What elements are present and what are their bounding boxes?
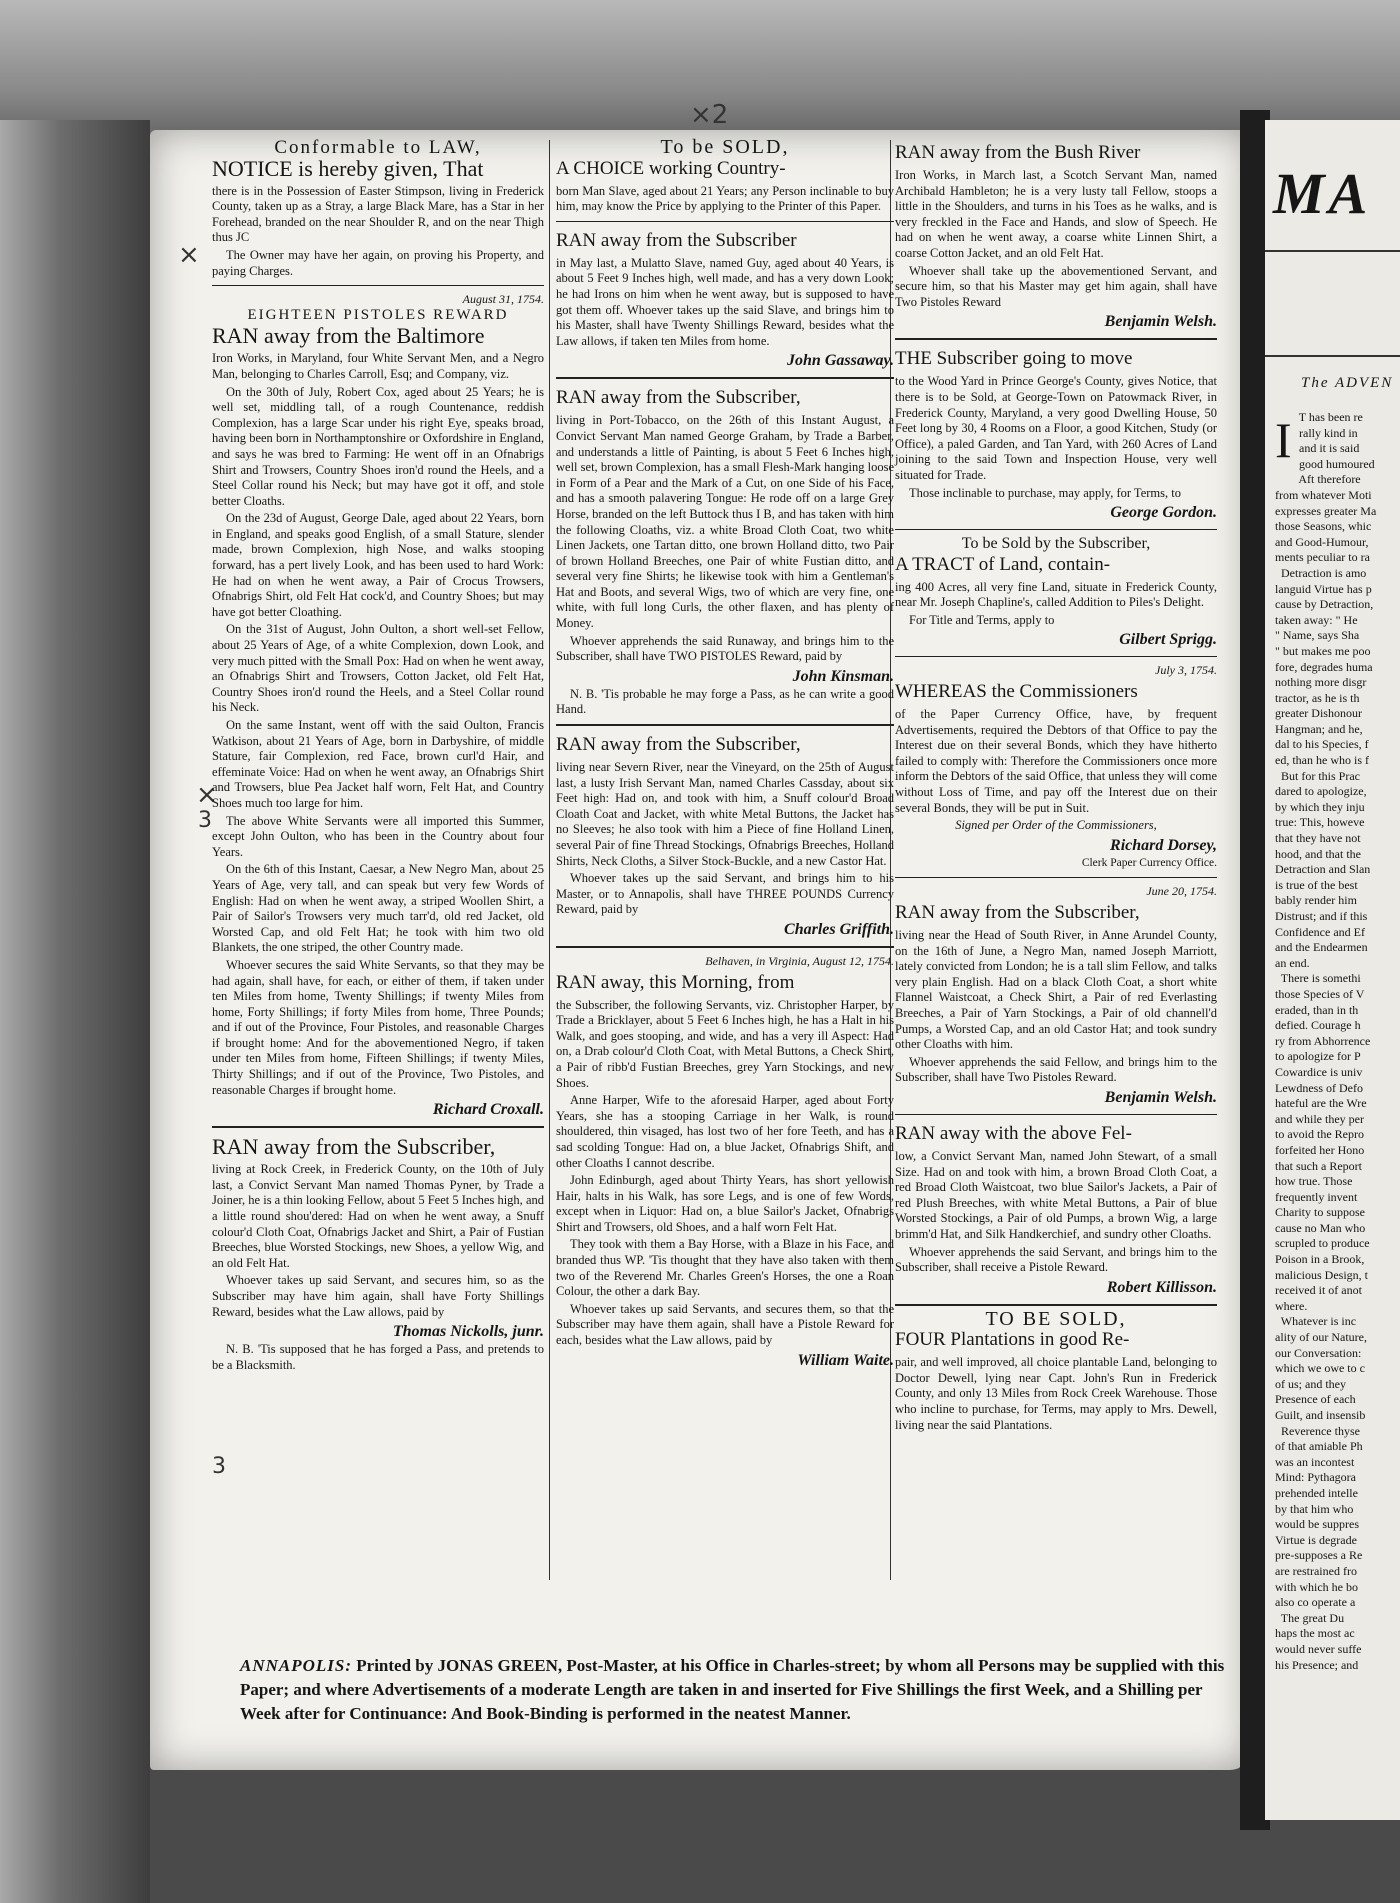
eighteen-pistoles-ad [212, 292, 544, 1120]
colophon-city: ANNAPOLIS: [240, 1656, 353, 1675]
ad-signature: Robert Killisson. [1106, 1278, 1217, 1296]
stray-mare-notice [212, 137, 544, 279]
ad-text: living in Port-Tobacco, on the 26th of this Instant August, a Convict Servant Man named George Graham, by Trade a Barber, and understands a little of Painting, is about 5 Feet 6 Inches high, well set, brown Complexion, has a small Flesh-Mark hanging loose in Form of a Pear and the Mark of a Cut, on one Side of his Face, and has a smooth palavering Tongue: He rode off on a large Grey Horse, branded on the left Buttock thus I B, and has taken with him the following Cloaths, viz. a white Broad Cloth Coat, two white Linen Jackets, one Tartan ditto, one brown Holland ditto, two Pair of brown Holland Breeches, one Pair of white Fustian ditto, and several very fine Shirts; he likewise took with him a Gentleman's Hat and Boots, and several Wigs, two of which are very fine, one white, with full long Curls, the other flaxen, and has plenty of Money. [556, 413, 894, 631]
slave-sale-ad [556, 136, 894, 215]
ad-signature: Benjamin Welsh. [1104, 1088, 1217, 1106]
ad-text: Iron Works, in March last, a Scotch Servant Man, named Archibald Hambleton; he is a very lusty tall Fellow, stoops a little in the Shoulders, and turns in his Toes as he walks, and is very freckled in the Face and Hands, and slow of Speech. He had on when he went away, a coarse white Linnen Shirt, a coarse Cotton Jacket, and an old Felt Hat. [895, 168, 1217, 260]
ad-text: living near the Head of South River, in Anne Arundel County, on the 16th of June, a Negro Man, named Joseph Marriott, lately convicted from London; he is a tall slim Fellow, and talks very plain English. Had on a black Cloth Coat, a short white Flannel Waistcoat, a Check Shirt, a Pair of red Everlasting Breeches, a Pair of Yarn Stockings, a Pair of old channell'd Pumps, a Worsted Cap, and an old Castor Hat; and took sundry other Cloaths with him. [895, 928, 1217, 1052]
ad-lead: A CHOICE working Country- [556, 157, 786, 179]
ad-lead: RAN away, this Morning, from [556, 971, 795, 993]
ad-heading: To be SOLD, [660, 136, 790, 158]
column-rule [549, 140, 550, 1580]
ad-lead: RAN away from the Subscriber [556, 229, 797, 251]
ad-divider [556, 946, 894, 948]
ad-signature: George Gordon. [1110, 504, 1217, 522]
handwritten-number: 3 [212, 1454, 226, 1479]
ad-divider [556, 724, 894, 726]
ad-text: Whoever takes up said Servant, and secures him, so as the Subscriber may have him again, shall have Forty Shillings Reward, besides what the Law allows, paid by [212, 1273, 544, 1319]
ad-text: John Edinburgh, aged about Thirty Years, has short yellowish Hair, halts in his Walk, has sore Legs, and is one of few Words, except when in Liquor: Had on, a blue Sailor's Jacket, Ofnabrigs Shirt and Trowsers, old Shoes, and a half worn Felt Hat. [556, 1173, 894, 1234]
ad-lead: A TRACT of Land, contain- [895, 553, 1111, 575]
ad-lead: RAN away from the Subscriber, [556, 387, 801, 409]
ad-text: pair, and well improved, all choice plantable Land, belonging to Doctor Dewell, lying near Capt. John's Run in Frederick County, and only 13 Miles from Rock Creek Warehouse. Those who incline to purchase, for Terms, may apply to Mrs. Dewell, living near the said Plantations. [895, 1355, 1217, 1432]
ad-text: living near Severn River, near the Vineyard, on the 25th of August last, a lusty Irish Servant Man, named Charles Cassday, about six Feet high: Had on, and took with him, a Snuff colour'd Broad Cloath Coat and Jacket, with white Metal Buttons, the Jacket has no Sleeves; he also took with him a Piece of fine Holland Linen, several Pair of fine Thread Stockings, Ofnabrigs Breeches, Holland Shirts, Neck Cloths, a Silver Stock-Buckle, and a new Castor Hat. [556, 760, 894, 868]
ad-signature: Gilbert Sprigg. [1119, 631, 1217, 649]
ad-date: Belhaven, in Virginia, August 12, 1754. [705, 953, 894, 968]
ad-text: For Title and Terms, apply to [909, 612, 1055, 627]
ad-text: living at Rock Creek, in Frederick County, on the 10th of July last, a Convict Servant Man named Thomas Pyner, by Trade a Joiner, he is a thin looking Fellow, about 5 Feet 5 Inches high, and a little round shou'dered: Had on when he went away, a Snuff colour'd Cloth Coat, Ofnabrigs Jacket and Shirt, a Pair of Fustian Breeches, blue Worsted Stockings, new Shoes, a yellow Wig, and an old Felt Hat. [212, 1162, 544, 1270]
ad-text: Whoever secures the said White Servants, so that they may be had again, shall have, for each, or either of them, if taken under ten Miles from home, Twenty Shillings; if twenty Miles from home, Forty Shillings; if forty Miles from home, Three Pounds; and if out of the Province, Four Pistoles, and reasonable Charges if brought home: And for the abovementioned Negro, if taken under ten Miles from home, Fifteen Shillings; if twenty Miles, Thirty Shillings; and if out of the Province, Two Pistoles, and reasonable Charges if brought home. [212, 957, 544, 1097]
section-rule [1265, 355, 1400, 357]
ad-heading: TO BE SOLD, [985, 1307, 1127, 1330]
scan-background-left [0, 120, 150, 1903]
ad-text: in May last, a Mulatto Slave, named Guy, aged about 40 Years, is about 5 Feet 9 Inches high, well made, and has a very down Look; he had Irons on him when he went away, but is supposed to have got them off. Whoever takes up the said Slave, and brings him to his Master, shall have Twenty Shillings Reward, besides what the Law allows, if taken ten Miles from home. [556, 255, 894, 348]
handwritten-x-mark: × [196, 780, 218, 810]
ad-text: Anne Harper, Wife to the aforesaid Harper, aged about Forty Years, she has a stooping Carriage in her Walk, is round shouldered, thin visaged, has lost two of her fore Teeth, and has a sad scolding Tongue: Had on, a blue Jacket, Ofnabrigs Shift, and other Cloaths I cannot describe. [556, 1093, 894, 1170]
ad-lead: RAN away from the Subscriber, [895, 902, 1140, 923]
facing-page [1265, 120, 1400, 1820]
ad-signature: Thomas Nickolls, junr. [392, 1323, 544, 1341]
ad-text: On the 23d of August, George Dale, aged about 22 Years, born in England, and speaks good English, of a small Stature, slender made, brown Complexion, high Nose, and walks stooping forward, has a pert lively Look, and has been used to hard Work: He had on when he went away, a Pair of Crocus Trowsers, Ofnabrigs Shirt, old Felt Hat cock'd, and Country Shoes; but may have got better Cloathing. [212, 511, 544, 619]
ad-text: born Man Slave, aged about 21 Years; any Person inclinable to buy him, may know the Price by applying to the Printer of this Paper. [556, 183, 894, 214]
handwritten-page-mark: ×2 [690, 100, 729, 130]
ad-lead: RAN away from the Bush River [895, 142, 1141, 163]
guy-runaway-ad [556, 228, 894, 372]
ad-divider [895, 529, 1217, 530]
ad-divider [895, 1114, 1217, 1115]
ad-text: The Owner may have her again, on proving his Property, and paying Charges. [212, 247, 544, 278]
ad-signature: Richard Dorsey, [1110, 836, 1217, 854]
ad-signature: Charles Griffith. [784, 920, 894, 938]
ad-text: Signed per Order of the Commissioners, [955, 818, 1157, 833]
ad-text: Whoever takes up the said Servant, and brings him to his Master, or to Annapolis, shall have THREE POUNDS Currency Reward, paid by [556, 871, 894, 917]
facing-body-text: T has been re rally kind in and it is said good humoured Aft therefore from whatever Moti expresses greater Ma those Seasons, whic and Good-Humour, ments peculiar to ra Detraction is amo languid Virtue has p cause by Detraction, taken away: " He " Name, says Sha " but makes me poo fore, degrades huma nothing more disgr tractor, as he is th greater Dishonour Hangman; and he, dal to his Species, f ed, than he who is f But for this Prac dared to apologize, by which they inju true: This, howeve that they have not hood, and that the Detraction and Slan is true of the best bably render him Distrust; and if this Confidence and Ef and the Endearmen an end. There is somethi those Species of V eraded, than in th defied. Courage h ry from Abhorrence to apologize for P Cowardice is univ Lewdness of Defo hateful are the Wre and while they per to avoid the Repro forfeited her Hono that such a Report how true. Those frequently invent Charity to suppose cause no Man who scrupled to produce Poison in a Brook, malicious Design, t received it of anot where. Whatever is inc ality of our Nature, our Conversation: which we owe to c of us; and they Presence of each Guilt, and insensib Reverence thyse of that amiable Ph was an incontest Mind: Pythagora prehended intelle by that him who would be suppres Virtue is degrade pre-supposes a Re are restrained fro with which he bo also co operate a The great Du haps the most ac would never suffe his Presence; and [1275, 410, 1377, 1672]
ad-text: the Subscriber, the following Servants, viz. Christopher Harper, by Trade a Bricklayer, about 5 Feet 6 Inches high, he has a Halt in his Walk, and goes stooping, and wide, and has a very ill Aspect: Had on, a Drab colour'd Cloth Coat, with Metal Buttons, a Check Shirt, a Pair of ribb'd Fustian Breeches, grey Yarn Stockings, and new Shoes. [556, 997, 894, 1090]
ad-text: Those inclinable to purchase, may apply, for Terms, to [909, 485, 1181, 500]
wood-yard-ad [895, 346, 1217, 523]
ad-divider [556, 221, 894, 222]
handwritten-number: 3 [198, 808, 212, 833]
ad-signature: Benjamin Welsh. [1104, 313, 1217, 331]
ad-date: June 20, 1754. [1146, 884, 1217, 899]
ad-lead: RAN away from the Subscriber, [556, 734, 801, 756]
ad-signature: Richard Croxall. [432, 1101, 544, 1119]
ad-divider [895, 877, 1217, 878]
ad-date: July 3, 1754. [1155, 663, 1217, 678]
ad-lead: RAN away from the Baltimore [212, 323, 485, 349]
printer-colophon [240, 1654, 1230, 1726]
ad-divider [212, 1126, 544, 1128]
facing-section-title: The ADVEN [1301, 375, 1394, 391]
ad-text: Iron Works, in Maryland, four White Servant Men, and a Negro Man, belonging to Charles Carroll, Esq; and Company, viz. [212, 351, 544, 381]
ad-text: Whoever takes up said Servants, and secures them, so that the Subscriber may have them again, shall have a Pistole Reward for each, besides what the Law allows, paid by [556, 1301, 894, 1348]
ad-note: N. B. 'Tis supposed that he has forged a Pass, and pretends to be a Blacksmith. [212, 1342, 544, 1372]
rock-creek-ad [212, 1134, 544, 1373]
ad-lead: THE Subscriber going to move [895, 348, 1133, 370]
ad-text: On the same Instant, went off with the said Oulton, Francis Watkison, about 21 Years of Age, born in Darbyshire, of middle Stature, fair Complexion, red Face, brown curl'd Hair, and effeminate Voice: Had on when he went away, an Ofnabrigs Shirt and Trowsers, blue Pea Jacket half worn, Felt Hat, and Country Shoes much too large for him. [212, 718, 544, 810]
ad-text: On the 31st of August, John Oulton, a short well-set Fellow, about 25 Years of Age, of a white Complexion, down Look, and very much pitted with the Small Pox: Had on when he went away, an Ofnabrigs Shirt and Trowsers, Cotton Jacket, old Felt Hat, Country Shoes iron'd round the Heels, and a Steel Collar round his Neck. [212, 622, 544, 715]
ad-signature: John Kinsman. [792, 667, 894, 685]
paper-currency-notice [895, 663, 1217, 871]
ad-heading: EIGHTEEN PISTOLES REWARD [247, 306, 509, 323]
ad-heading: To be Sold by the Subscriber, [961, 535, 1151, 553]
colophon-text: Printed by JONAS GREEN, Post-Master, at his Office in Charles-street; by whom all Persons may be supplied with this Paper; and where Advertisements of a moderate Length are taken in and inserted for Five Shillings the first Week, and a Shilling per Week after for Continuance: And Book-Binding is performed in the neatest Manner. [240, 1656, 1225, 1723]
ad-lead: FOUR Plantations in good Re- [895, 1329, 1130, 1351]
ad-text: Whoever apprehends the said Runaway, and brings him to the Subscriber, shall have TWO PISTOLES Reward, paid by [556, 633, 894, 664]
ad-divider [556, 377, 894, 379]
ad-lead: WHEREAS the Commissioners [895, 681, 1138, 703]
column-3 [895, 140, 1217, 1439]
plantations-sale-ad [895, 1307, 1217, 1434]
ad-divider [895, 656, 1217, 657]
ad-text: The above White Servants were all imported this Summer, except John Oulton, who has been in the Country about four Years. [212, 813, 544, 859]
tract-sale-ad [895, 536, 1217, 650]
ad-signature: William Waite. [797, 1351, 894, 1369]
ad-text: On the 6th of this Instant, Caesar, a New Negro Man, about 25 Years of Age, very tall, and can speak but very few Words of English: Had on when he went away, a striped Woollen Shirt, a Pair of Sailor's Trowsers very much tarr'd, old red Jacket, old Worsted Cap, and old Felt Hat; he took with him two old Blankets, the one striped, the other Country made. [212, 862, 544, 955]
graham-runaway-ad [556, 385, 894, 718]
ad-text: Whoever shall take up the abovementioned Servant, and secure him, so that his Master may get him again, shall have Two Pistoles Reward [895, 263, 1217, 309]
bush-river-ad [895, 140, 1217, 332]
ad-text: of the Paper Currency Office, have, by frequent Advertisements, required the Debtors of that Office to pay the Interest due on their several Bonds, which they have hitherto failed to comply with: Therefore the Commissioners once more inform the Debtors of the said Office, that unless they will come without Loss of Time, and pay off the Interest due on their several Bonds, they will be put in Suit. [895, 707, 1217, 815]
severn-runaway-ad [556, 732, 894, 940]
ad-text: low, a Convict Servant Man, named John Stewart, of a small Size. Had on and took with him, a brown Broad Cloth Coat, a red Broad Cloth Waistcoat, two blue Sailor's Jackets, a Pair of red Plush Breeches, with white Metal Buttons, a Pair of blue Worsted Stockings, a Pair of old Pumps, a brown Wig, a large brimm'd Hat, and Silk Handkerchief, and sundry other Cloaths. [895, 1148, 1217, 1241]
ad-lead: NOTICE is hereby given, That [212, 155, 484, 181]
ad-note: N. B. 'Tis probable he may forge a Pass, as he can write a good Hand. [556, 686, 894, 717]
facing-drop-initial: I [1275, 412, 1292, 468]
ad-signature-title: Clerk Paper Currency Office. [1081, 856, 1217, 869]
facing-masthead: MA [1273, 161, 1372, 226]
ad-divider [212, 285, 544, 286]
south-river-ad [895, 884, 1217, 1108]
ad-text: there is in the Possession of Easter Stimpson, living in Frederick County, taken up as a Stray, a large Black Mare, has a Star in her Forehead, branded on the near Shoulder R, and on the near Thigh thus JC [212, 183, 544, 245]
masthead-rule [1265, 250, 1400, 252]
belhaven-runaway-ad [556, 954, 894, 1371]
ad-divider [895, 1304, 1217, 1306]
ad-text: ing 400 Acres, all very fine Land, situate in Frederick County, near Mr. Joseph Chapline's, called Addition to Piles's Delight. [895, 579, 1217, 610]
column-2 [556, 136, 894, 1377]
ad-date: August 31, 1754. [462, 292, 544, 307]
stewart-runaway-ad [895, 1121, 1217, 1298]
column-1 [212, 137, 544, 1379]
ad-text: to the Wood Yard in Prince George's County, gives Notice, that there is to be Sold, at George-Town on Patowmack River, in Frederick County, Maryland, a very good Dwelling House, 50 Feet long by 30, 4 Rooms on a Floor, a good Kitchen, Study (or Office), a paled Garden, and Tan Yard, with 260 Acres of Land joining to the said Town and Inspection House, very well situated for Trade. [895, 374, 1217, 482]
ad-text: They took with them a Bay Horse, with a Blaze in his Face, and branded thus WP. 'Tis thought that they have also taken with them two of the Reverend Mr. Charles Green's Horses, the one a Roan Colour, the other a dark Bay. [556, 1237, 894, 1299]
ad-heading: Conformable to LAW, [274, 137, 482, 158]
ad-text: Whoever apprehends the said Servant, and brings him to the Subscriber, shall receive a Pistole Reward. [895, 1244, 1217, 1275]
ad-lead: RAN away from the Subscriber, [212, 1134, 496, 1160]
ad-divider [895, 338, 1217, 340]
handwritten-x-mark: × [178, 240, 200, 270]
ad-lead: RAN away with the above Fel- [895, 1122, 1132, 1144]
ad-signature: John Gassaway. [787, 352, 894, 370]
ad-text: On the 30th of July, Robert Cox, aged about 25 Years; he is well set, middling tall, of a rough Countenance, reddish Complexion, has a large Scar under his right Eye, speaks broad, having been born in Northamptonshire or Oxfordshire in England, and says he was bred to Farming: He went off in an Ofnabrigs Shirt and Trowsers, Country Shoes iron'd round the Heels, and a Steel Collar round his Neck; but may have got it off, and stole better Cloaths. [212, 384, 544, 508]
ad-text: Whoever apprehends the said Fellow, and brings him to the Subscriber, shall have Two Pistoles Reward. [895, 1054, 1217, 1085]
